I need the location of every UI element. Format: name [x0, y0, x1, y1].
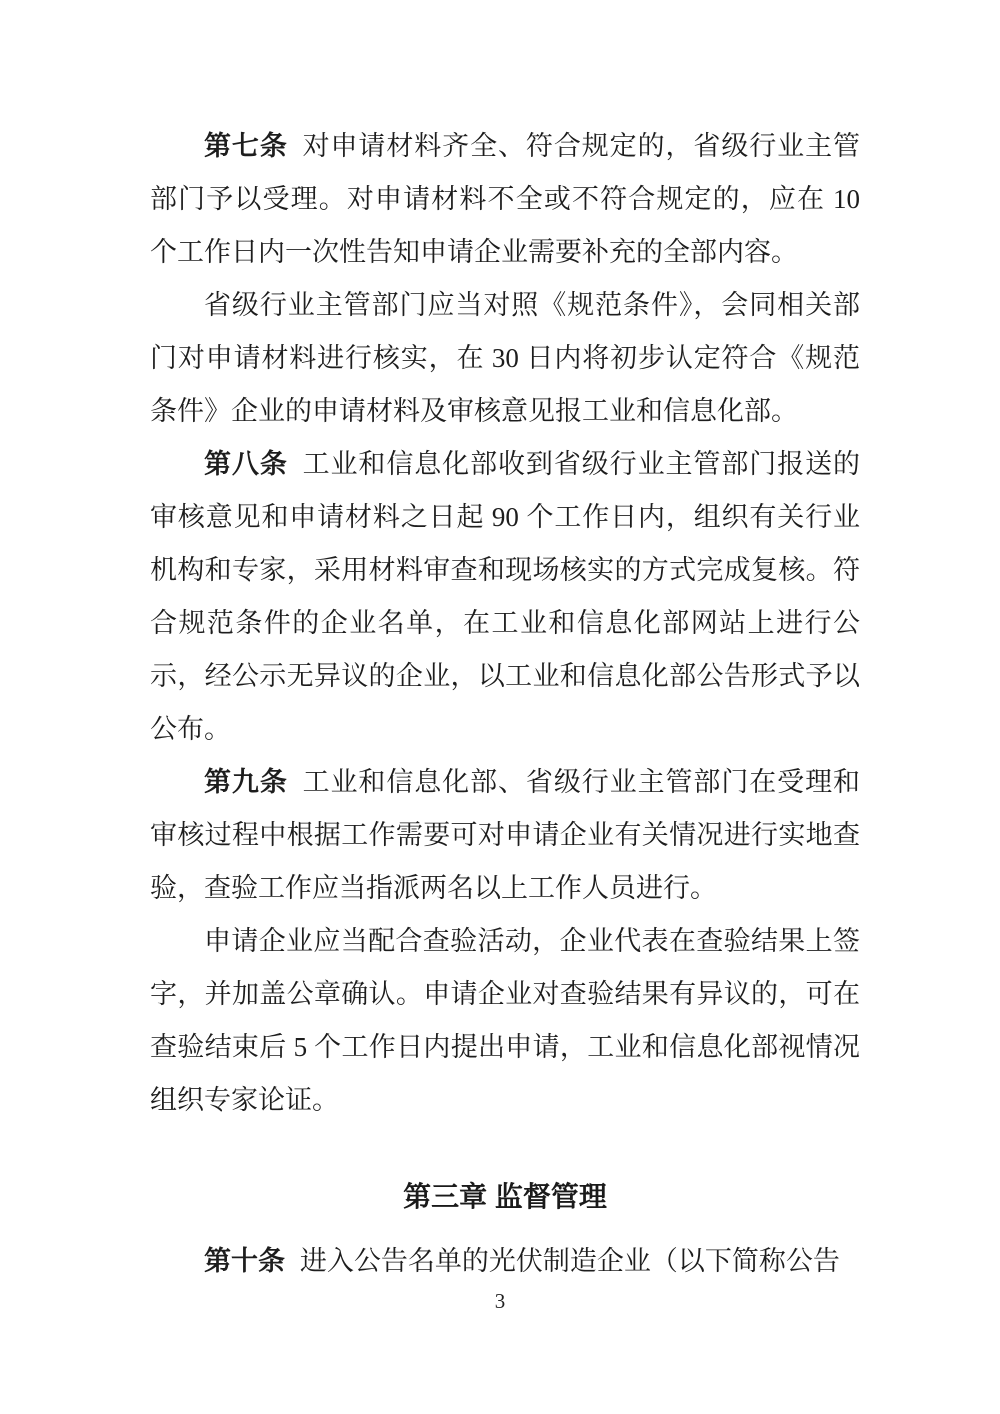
inspection-cooperation-text: 申请企业应当配合查验活动，企业代表在查验结果上签字，并加盖公章确认。申请企业对查验结果有异议的，可在查验结束后 5 个工作日内提出申请，工业和信息化部视情况组织专家论证。	[150, 926, 860, 1115]
paragraph-article-10	[150, 1235, 860, 1288]
article-9-text: 工业和信息化部、省级行业主管部门在受理和审核过程中根据工作需要可对申请企业有关情况进行实地查验，查验工作应当指派两名以上工作人员进行。	[150, 767, 861, 903]
article-7-text: 对申请材料齐全、符合规定的，省级行业主管部门予以受理。对申请材料不全或不符合规定的，应在 10 个工作日内一次性告知申请企业需要补充的全部内容。	[150, 131, 861, 267]
article-7-number: 第七条	[204, 131, 288, 161]
paragraph-article-7	[150, 120, 860, 279]
article-9-number: 第九条	[204, 767, 288, 797]
paragraph-inspection-cooperation	[150, 915, 860, 1127]
provincial-review-text: 省级行业主管部门应当对照《规范条件》，会同相关部门对申请材料进行核实，在 30 日内将初步认定符合《规范条件》企业的申请材料及审核意见报工业和信息化部。	[150, 290, 860, 426]
page-number: 3	[494, 1289, 506, 1313]
article-8-text: 工业和信息化部收到省级行业主管部门报送的审核意见和申请材料之日起 90 个工作日内，组织有关行业机构和专家，采用材料审查和现场核实的方式完成复核。符合规范条件的企业名单，在工业和信息化部网站上进行公示，经公示无异议的企业，以工业和信息化部公告形式予以公布。	[150, 449, 861, 744]
paragraph-article-8	[150, 438, 860, 756]
document-body	[150, 120, 860, 1288]
article-8-number: 第八条	[204, 449, 288, 479]
article-10-text: 进入公告名单的光伏制造企业（以下简称公告	[299, 1246, 840, 1276]
paragraph-provincial-review	[150, 279, 860, 438]
chapter-3-heading: 第三章 监督管理	[403, 1181, 607, 1212]
article-10-number: 第十条	[204, 1246, 285, 1276]
paragraph-article-9	[150, 756, 860, 915]
